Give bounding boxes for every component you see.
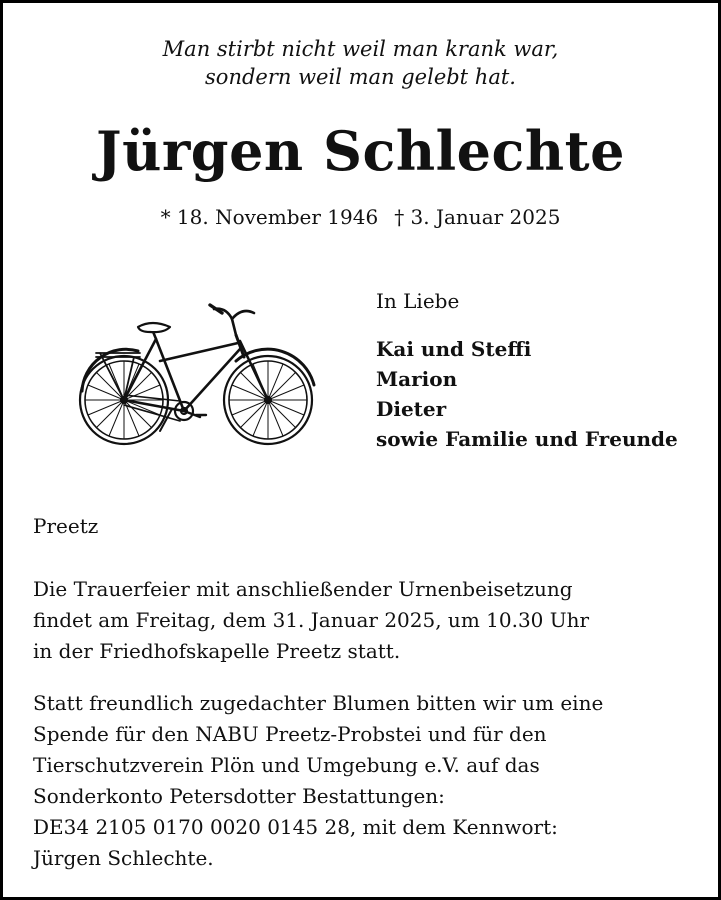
life-dates (3, 203, 718, 231)
deceased-name: Jürgen Schlechte (96, 119, 625, 183)
donation-request (33, 688, 603, 874)
donation-line: Jürgen Schlechte. (33, 846, 214, 870)
donation-line: Statt freundlich zugedachter Blumen bitten wir um eine (33, 691, 604, 715)
death-date: † 3. Januar 2025 (394, 205, 561, 229)
mourners-list (376, 334, 678, 454)
donation-line: Sonderkonto Petersdotter Bestattungen: (33, 784, 445, 808)
mourner-name: Marion (376, 367, 458, 391)
place-name: Preetz (33, 514, 99, 538)
mourners-block (376, 286, 678, 454)
birth-date: * 18. November 1946 (160, 205, 379, 229)
funeral-line: findet am Freitag, dem 31. Januar 2025, um 10.30 Uhr (33, 608, 590, 632)
mourners-intro: In Liebe (376, 289, 460, 313)
funeral-line: Die Trauerfeier mit anschließender Urnenbeisetzung (33, 577, 573, 601)
funeral-line: in der Friedhofskapelle Preetz statt. (33, 639, 401, 663)
motto-line-2: sondern weil man gelebt hat. (205, 65, 516, 89)
motto-line-1: Man stirbt nicht weil man krank war, (162, 37, 559, 61)
donation-line: Spende für den NABU Preetz-Probstei und für den (33, 722, 547, 746)
mourner-name: sowie Familie und Freunde (376, 427, 678, 451)
bicycle-icon (76, 299, 316, 449)
donation-line: Tierschutzverein Plön und Umgebung e.V. auf das (33, 753, 540, 777)
funeral-details (33, 574, 589, 667)
donation-line: DE34 2105 0170 0020 0145 28, mit dem Kennwort: (33, 815, 558, 839)
motto-quote (3, 35, 718, 91)
mourner-name: Kai und Steffi (376, 337, 532, 361)
mourner-name: Dieter (376, 397, 447, 421)
